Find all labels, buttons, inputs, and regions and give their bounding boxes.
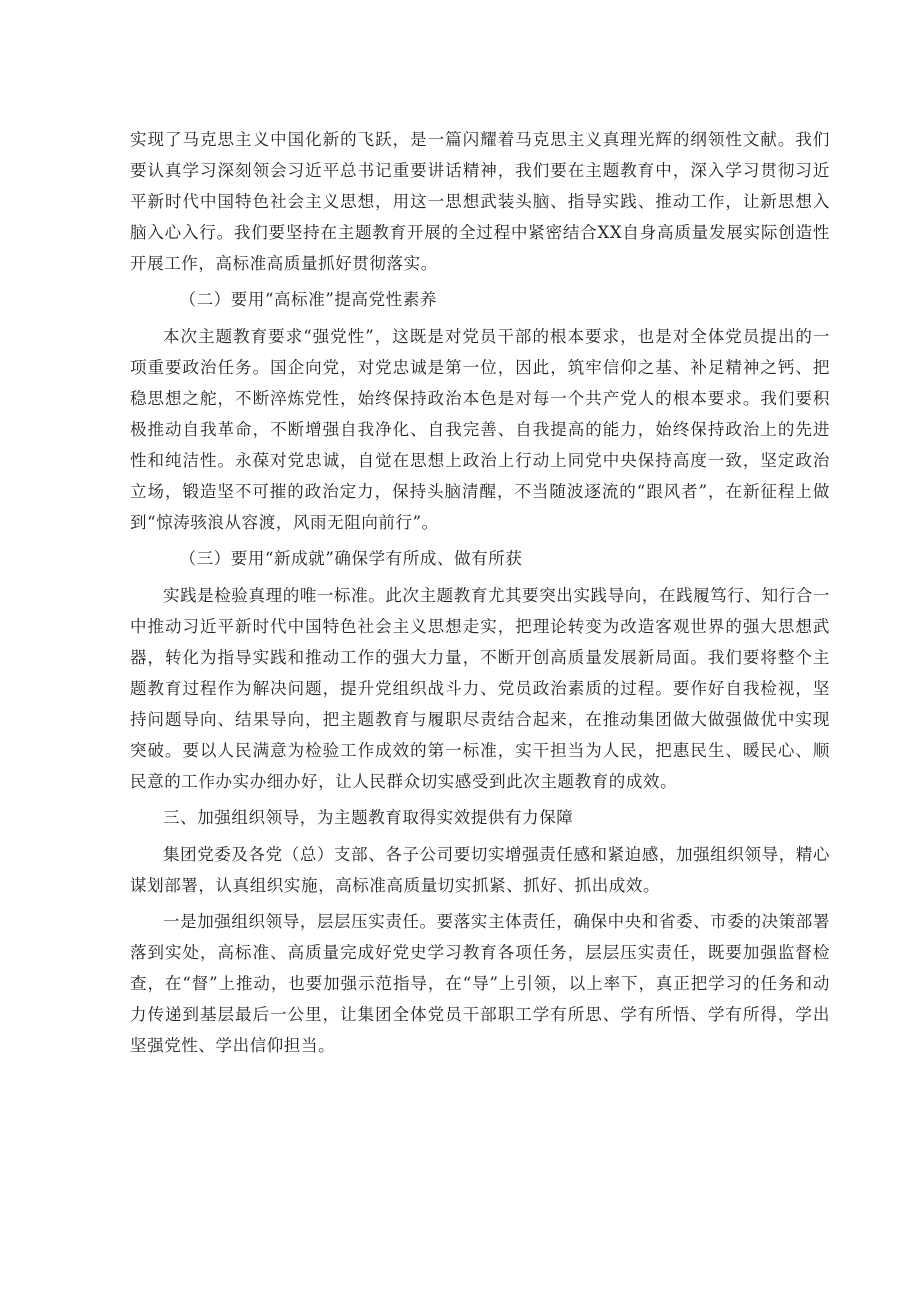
document-body [130,124,830,1066]
subheading-two: （二）要用“高标准”提高党性素养 [179,290,437,309]
section-heading-three: 三、加强组织领导，为主题教育取得实效提供有力保障 [163,808,574,827]
paragraph-practice: 实践是检验真理的唯一标准。此次主题教育尤其要突出实践导向，在践履笃行、知行合一中推动习近平新时代中国特色社会主义思想走实，把理论转变为改造客观世界的强大思想武器，转化为指导实践和推动工作的强大力量，不断开创高质量发展新局面。我们要将整个主题教育过程作为解决问题，提升党组织战斗力、党员政治素质的过程。要作好自我检视，坚持问题导向、结果导向，把主题教育与履职尽责结合起来，在推动集团做大做强做优中实现突破。要以人民满意为检验工作成效的第一标准，实干担当为人民，把惠民生、暖民心、顺民意的工作办实办细办好，让人民群众切实感受到此次主题教育的成效。 [130,586,830,791]
subheading-three: （三）要用“新成就”确保学有所成、做有所获 [179,549,523,568]
paragraph-continuation: 实现了马克思主义中国化新的飞跃，是一篇闪耀着马克思主义真理光辉的纲领性文献。我们要认真学习深刻领会习近平总书记重要讲话精神，我们要在主题教育中，深入学习贯彻习近平新时代中国特色社会主义思想，用这一思想武装头脑、指导实践、推动工作，让新思想入脑入心入行。我们要坚持在主题教育开展的全过程中紧密结合XX自身高质量发展实际创造性开展工作，高标准高质量抓好贯彻落实。 [130,130,830,273]
paragraph-organization: 集团党委及各党（总）支部、各子公司要切实增强责任感和紧迫感，加强组织领导，精心谋划部署，认真组织实施，高标准高质量切实抓紧、抓好、抓出成效。 [130,845,830,895]
paragraph-party-spirit: 本次主题教育要求“强党性”，这既是对党员干部的根本要求，也是对全体党员提出的一项重要政治任务。国企向党，对党忠诚是第一位，因此，筑牢信仰之基、补足精神之钙、把稳思想之舵，不断淬炼党性，始终保持政治本色是对每一个共产党人的根本要求。我们要积极推动自我革命，不断增强自我净化、自我完善、自我提高的能力，始终保持政治上的先进性和纯洁性。永葆对党忠诚，自觉在思想上政治上行动上同党中央保持高度一致，坚定政治立场，锻造坚不可摧的政治定力，保持头脑清醒，不当随波逐流的“跟风者”，在新征程上做到“惊涛骇浪从容渡，风雨无阻向前行”。 [130,327,830,532]
paragraph-responsibility: 一是加强组织领导，层层压实责任。要落实主体责任，确保中央和省委、市委的决策部署落到实处，高标准、高质量完成好党史学习教育各项任务，层层压实责任，既要加强监督检查，在“督”上推动，也要加强示范指导，在“导”上引领，以上率下，真正把学习的任务和动力传递到基层最后一公里，让集团全体党员干部职工学有所思、学有所悟、学有所得，学出坚强党性、学出信仰担当。 [130,912,830,1055]
